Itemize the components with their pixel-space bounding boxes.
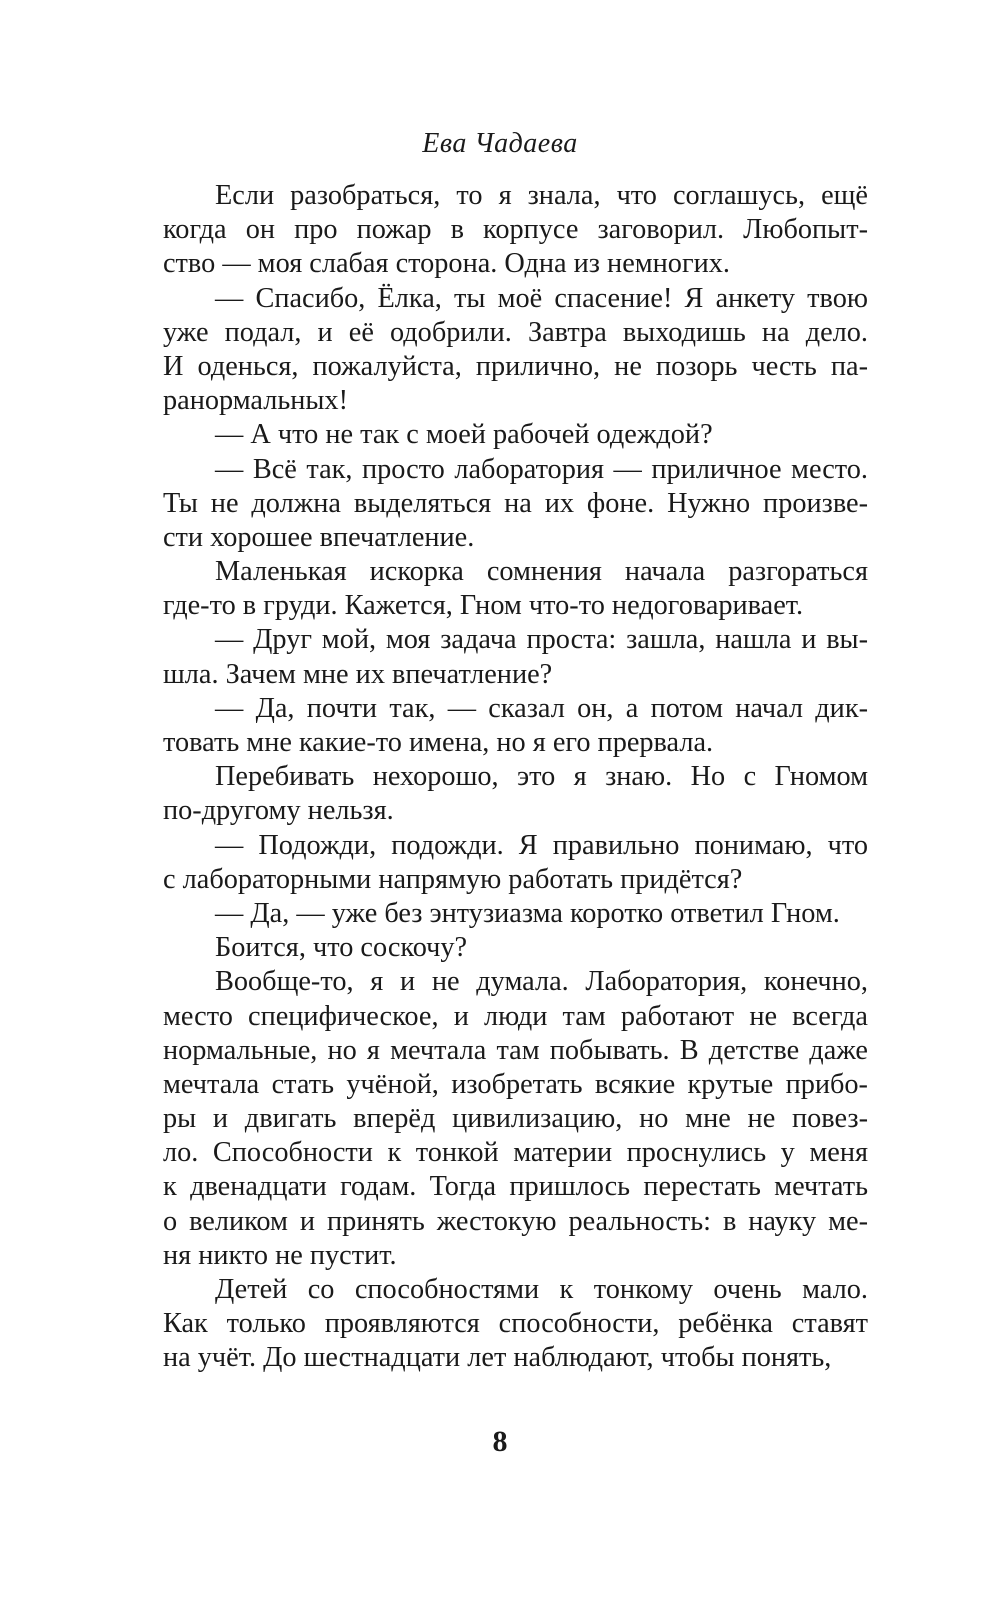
text-line: Ты не должна выделяться на их фоне. Нужно произве- (163, 487, 868, 519)
paragraph (163, 418, 868, 452)
text-line: Как только проявляются способности, ребёнка ставят (163, 1308, 868, 1340)
text-line: Маленькая искорка сомнения начала разгораться (215, 556, 868, 588)
text-line: на учёт. До шестнадцати лет наблюдают, чтобы понять, (163, 1342, 832, 1374)
text-line: — Подожди, подожди. Я правильно понимаю, что (215, 829, 868, 861)
text-line: — А что не так с моей рабочей одеждой? (215, 419, 713, 451)
text-line: Перебивать нехорошо, это я знаю. Но с Гномом (215, 761, 868, 793)
text-line: — Друг мой, моя задача проста: зашла, нашла и вы- (215, 624, 868, 656)
text-line: по-другому нельзя. (163, 795, 394, 827)
text-line: — Да, почти так, — сказал он, а потом начал дик- (215, 692, 868, 724)
text-line: Боится, что соскочу? (215, 932, 468, 964)
text-line: к двенадцати годам. Тогда пришлось перестать мечтать (163, 1171, 868, 1203)
text-line: шла. Зачем мне их впечатление? (163, 658, 553, 690)
text-line: ня никто не пустит. (163, 1239, 397, 1271)
paragraph (163, 931, 868, 965)
body-text (163, 179, 868, 1376)
text-line: И оденься, пожалуйста, прилично, не позорь честь па- (163, 350, 868, 382)
text-line: ранормальных! (163, 385, 348, 417)
text-line: Если разобраться, то я знала, что соглашусь, ещё (215, 180, 868, 211)
text-line: Вообще-то, я и не думала. Лаборатория, конечно, (215, 966, 868, 998)
text-line: — Да, — уже без энтузиазма коротко ответил Гном. (215, 897, 840, 929)
paragraph (163, 760, 868, 828)
paragraph (163, 179, 868, 282)
text-line: о великом и принять жестокую реальность: в науку ме- (163, 1205, 868, 1237)
text-line: мечтала стать учёной, изобретать всякие крутые прибо- (163, 1068, 868, 1100)
paragraph (163, 692, 868, 760)
paragraph (163, 282, 868, 419)
paragraph (163, 965, 868, 1273)
text-line: ло. Способности к тонкой материи проснулись у меня (163, 1137, 868, 1169)
text-line: где-то в груди. Кажется, Гном что-то недоговаривает. (163, 590, 804, 622)
page-number: 8 (492, 1425, 508, 1458)
paragraph (163, 829, 868, 897)
text-line: сти хорошее впечатление. (163, 521, 475, 553)
text-line: место специфическое, и люди там работают не всегда (163, 1000, 868, 1032)
text-line: ство — моя слабая сторона. Одна из немногих. (163, 248, 730, 280)
text-line: товать мне какие-то имена, но я его прервала. (163, 727, 714, 758)
text-line: — Всё так, просто лаборатория — приличное место. (215, 453, 868, 485)
paragraph (163, 555, 868, 623)
running-header: Ева Чадаева (422, 128, 578, 159)
text-line: уже подал, и её одобрили. Завтра выходишь на дело. (163, 316, 868, 348)
text-line: — Спасибо, Ёлка, ты моё спасение! Я анкету твою (215, 282, 868, 314)
paragraph (163, 453, 868, 556)
text-line: Детей со способностями к тонкому очень мало. (215, 1274, 868, 1305)
paragraph (163, 897, 868, 931)
text-line: ры и двигать вперёд цивилизацию, но мне не повез- (163, 1103, 868, 1135)
paragraph (163, 1273, 868, 1376)
text-line: нормальные, но я мечтала там побывать. В детстве даже (163, 1034, 868, 1066)
paragraph (163, 623, 868, 691)
text-line: когда он про пожар в корпусе заговорил. Любопыт- (163, 214, 868, 246)
text-line: с лабораторными напрямую работать придётся? (163, 863, 743, 895)
